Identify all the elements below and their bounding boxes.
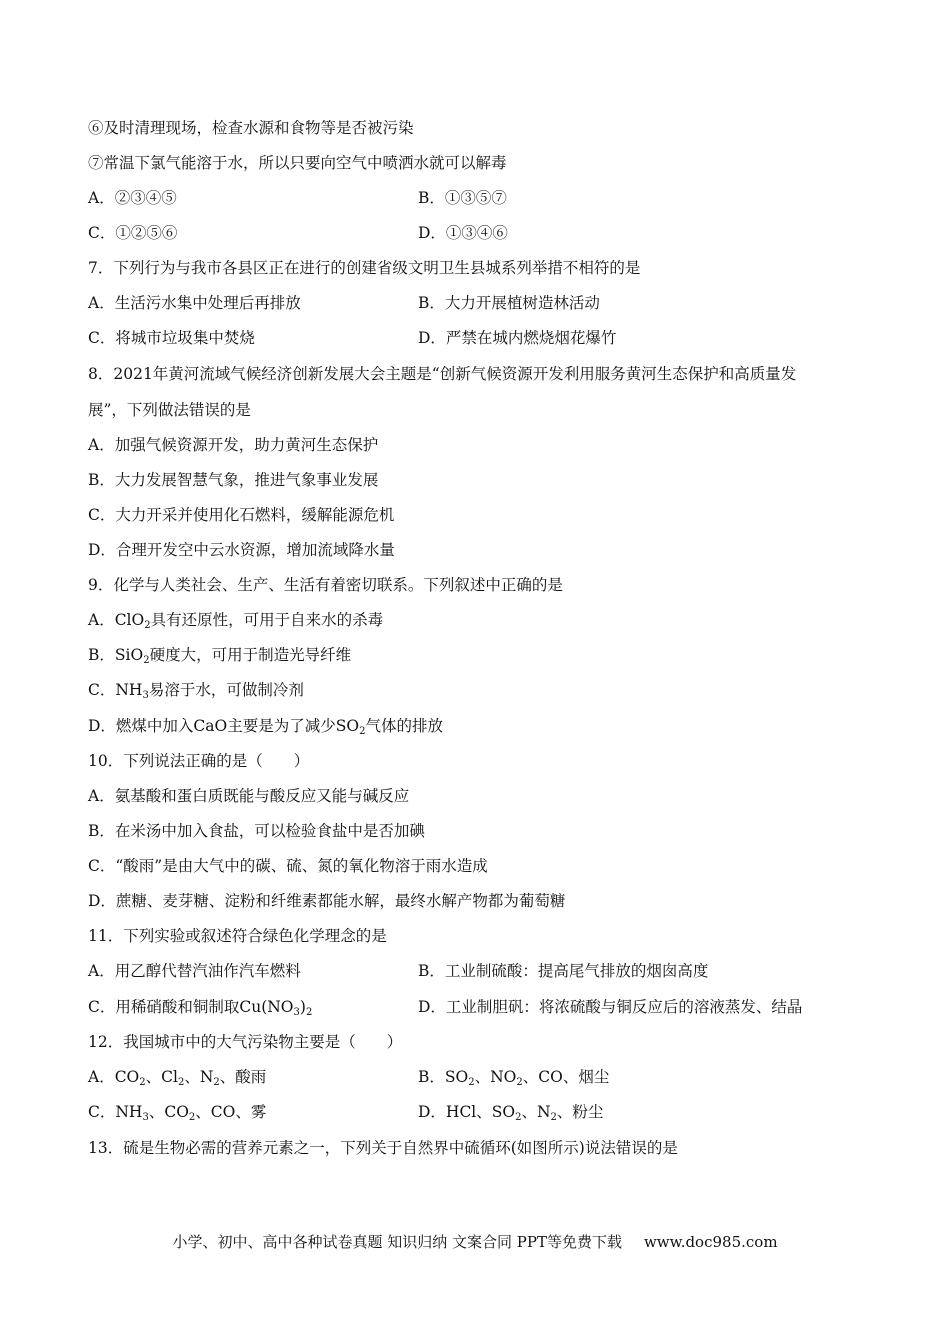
text-line: ⑦常温下氯气能溶于水，所以只要向空气中喷洒水就可以解毒: [88, 154, 507, 172]
option-c: C．大力开采并使用化石燃料，缓解能源危机: [88, 506, 395, 524]
option-b: B．$SO_2$、$NO_2$、CO、烟尘: [418, 1068, 610, 1088]
option-a: A．生活污水集中处理后再排放: [88, 294, 301, 312]
question-stem: 13．硫是生物必需的营养元素之一，下列关于自然界中硫循环(如图所示)说法错误的是: [88, 1139, 678, 1157]
option-a: A．②③④⑤: [88, 189, 177, 207]
option-c: C．①②⑤⑥: [88, 224, 178, 242]
question-stem: 9．化学与人类社会、生产、生活有着密切联系。下列叙述中正确的是: [88, 576, 563, 594]
question-stem: 7．下列行为与我市各县区正在进行的创建省级文明卫生县城系列举措不相符的是: [88, 259, 641, 277]
question-stem: 12．我国城市中的大气污染物主要是（ ）: [88, 1033, 403, 1051]
option-d: D．燃煤中加入CaO主要是为了减少$SO_2$气体的排放: [88, 717, 443, 737]
option-d: D．工业制胆矾：将浓硫酸与铜反应后的溶液蒸发、结晶: [418, 998, 803, 1016]
footer-url[interactable]: www.doc985.com: [643, 1233, 778, 1251]
option-c: C．“酸雨”是由大气中的碳、硫、氮的氧化物溶于雨水造成: [88, 857, 488, 875]
question-stem-cont: 展”，下列做法错误的是: [88, 401, 251, 419]
option-b: B．在米汤中加入食盐，可以检验食盐中是否加碘: [88, 822, 425, 840]
option-c: C．将城市垃圾集中焚烧: [88, 329, 255, 347]
question-stem: 8．2021年黄河流域气候经济创新发展大会主题是“创新气候资源开发利用服务黄河生态保护和高质量发: [88, 365, 797, 383]
option-a: A．用乙醇代替汽油作汽车燃料: [88, 962, 301, 980]
option-b: B．大力发展智慧气象，推进气象事业发展: [88, 471, 379, 489]
option-a: A．ClO$_2$具有还原性，可用于自来水的杀毒: [88, 611, 384, 631]
option-d: D．严禁在城内燃烧烟花爆竹: [418, 329, 617, 347]
option-b: B．大力开展植树造林活动: [418, 294, 600, 312]
option-c: C．$NH_3$、$CO_2$、CO、雾: [88, 1103, 267, 1123]
option-a: A．加强气候资源开发，助力黄河生态保护: [88, 436, 379, 454]
option-d: D．蔗糖、麦芽糖、淀粉和纤维素都能水解，最终水解产物都为葡萄糖: [88, 892, 566, 910]
option-b: B．工业制硫酸：提高尾气排放的烟囱高度: [418, 962, 709, 980]
question-stem: 10．下列说法正确的是（ ）: [88, 752, 310, 770]
option-a: A．氨基酸和蛋白质既能与酸反应又能与碱反应: [88, 787, 410, 805]
option-d: D．HCl、$SO_2$、$N_2$、粉尘: [418, 1103, 604, 1123]
option-b: B．SiO$_2$硬度大，可用于制造光导纤维: [88, 646, 352, 666]
option-c: C．用稀硝酸和铜制取$Cu(NO_3)_2$: [88, 998, 313, 1018]
option-b: B．①③⑤⑦: [418, 189, 507, 207]
footer-text: 小学、初中、高中各种试卷真题 知识归纳 文案合同 PPT等免费下载: [172, 1233, 622, 1251]
option-a: A．$CO_2$、$Cl_2$、$N_2$、酸雨: [88, 1068, 267, 1088]
option-c: C．$NH_3$易溶于水，可做制冷剂: [88, 681, 304, 701]
page-footer: [0, 1231, 950, 1252]
option-d: D．①③④⑥: [418, 224, 508, 242]
question-stem: 11．下列实验或叙述符合绿色化学理念的是: [88, 927, 387, 945]
text-line: ⑥及时清理现场，检查水源和食物等是否被污染: [88, 119, 414, 137]
option-d: D．合理开发空中云水资源，增加流域降水量: [88, 541, 395, 559]
